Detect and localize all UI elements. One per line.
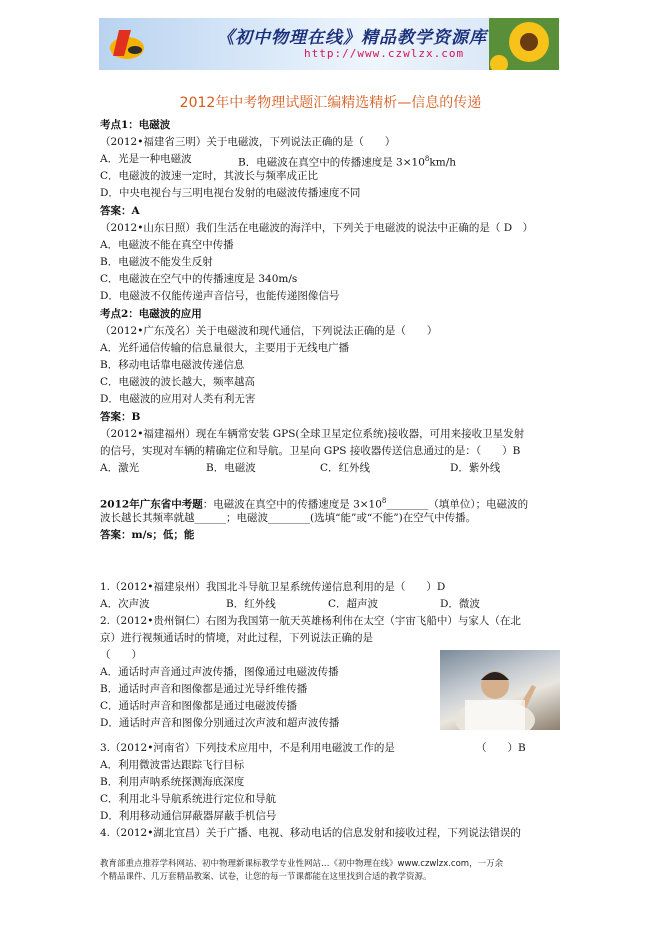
fill-blank-question: 2012年广东省中考题：电磁波在真空中的传播速度是 $3\times 10^8\_\_\_\_\_\_\_\_$（填单位）；电磁波的	[100, 497, 529, 511]
option-d: D．中央电视台与三明电视台发射的电磁波传播速度不同	[100, 187, 361, 199]
question-stem: 4.（2012•湖北宜昌）关于广播、电视、移动电话的信息发射和接收过程，下列说法错误的	[100, 827, 521, 839]
question-line: 京）进行视频通话时的情境，对此过程，下列说法正确的是	[100, 632, 373, 644]
option-a: A．电磁波不能在真空中传播	[100, 239, 234, 251]
question-line: （ ）	[100, 649, 142, 661]
question-stem: （2012•福建省三明）关于电磁波，下列说法正确的是（ ）	[100, 136, 396, 148]
option-b: B．通话时声音和图像都是通过光导纤维传播	[100, 683, 308, 695]
question-stem: （2012•山东日照）我们生活在电磁波的海洋中，下列关于电磁波的说法中正确的是（ D ）	[100, 222, 534, 234]
option-c: C．电磁波的波速一定时，其波长与频率成正比	[100, 170, 319, 182]
option-b: B．电磁波在真空中的传播速度是 $3\times 10^8km/h$	[238, 155, 456, 169]
page-footer	[100, 858, 560, 884]
banner-url[interactable]: http://www.czwlzx.com	[304, 47, 465, 60]
option-d: D．通话时声音和图像分别通过次声波和超声波传播	[100, 717, 340, 729]
question-line: 2.（2012•贵州铜仁）右图为我国第一航天英雄杨利伟在太空（宇宙飞船中）与家人（在北	[100, 615, 521, 627]
option-c: C．电磁波在空气中的传播速度是 340m/s	[100, 273, 298, 285]
option-d: D．电磁波不仅能传递声音信号，也能传递图像信号	[100, 290, 340, 302]
option-a: A．通话时声音通过声波传播，图像通过电磁波传播	[100, 666, 339, 678]
astronaut-illustration-icon	[440, 650, 560, 730]
option-a: A．激光	[100, 462, 140, 474]
option-d: D．紫外线	[450, 462, 501, 474]
question-stem: （2012•广东茂名）关于电磁波和现代通信，下列说法正确的是（ ）	[100, 325, 438, 337]
document-title: 2012年中考物理试题汇编精选精析—信息的传递	[179, 95, 482, 111]
option-a: A．光是一种电磁波	[100, 153, 192, 165]
question-line: （2012•福建福州）现在车辆常安装 GPS(全球卫星定位系统)接收器，可用来接收卫星发射	[100, 428, 525, 440]
header-banner	[99, 18, 559, 70]
option-a: A．利用微波雷达跟踪飞行目标	[100, 759, 245, 771]
option-c: C．超声波	[328, 598, 379, 610]
section-heading-1: 考点1：电磁波	[100, 119, 171, 131]
answer: 答案：B	[100, 411, 141, 423]
option-b: B．移动电话靠电磁波传递信息	[100, 359, 245, 371]
option-a: A．光纤通信传输的信息量很大，主要用于无线电广播	[100, 342, 350, 354]
question-stem: 1.（2012•福建泉州）我国北斗导航卫星系统传递信息利用的是（ ）D	[100, 581, 446, 593]
option-b: B．电磁波	[206, 462, 256, 474]
option-d: D．微波	[440, 598, 480, 610]
option-b: B．红外线	[226, 598, 276, 610]
answer: 答案：m/s；低；能	[100, 529, 195, 541]
footer-line: 个精品课件、几万套精品教案、试卷，让您的每一节课都能在这里找到合适的教学资源。	[100, 872, 432, 882]
option-b: B．利用声呐系统探测海底深度	[100, 776, 245, 788]
astronaut-photo	[440, 650, 560, 730]
section-heading-2: 考点2：电磁波的应用	[100, 308, 202, 320]
option-b: B．电磁波不能发生反射	[100, 256, 213, 268]
answer: 答案：A	[100, 205, 140, 217]
sunflower-icon	[489, 18, 559, 70]
option-c: C．利用北斗导航系统进行定位和导航	[100, 793, 277, 805]
question-line: 的信号，实现对车辆的精确定位和导航。卫星向 GPS 接收器传送信息通过的是：（ ）B	[100, 445, 521, 457]
option-c: C．电磁波的波长越大，频率越高	[100, 376, 256, 388]
answer-bracket: （ ）B	[476, 742, 526, 754]
option-c: C．红外线	[320, 462, 371, 474]
banner-title: 《初中物理在线》精品教学资源库	[217, 28, 487, 48]
option-d: D．电磁波的应用对人类有利无害	[100, 393, 256, 405]
footer-line: 教育部重点推荐学科网站、初中物理新课标教学专业性网站…《初中物理在线》www.czwlzx.com，一万余	[100, 859, 504, 869]
option-a: A．次声波	[100, 598, 150, 610]
question-stem: 3.（2012•河南省）下列技术应用中，不是利用电磁波工作的是	[100, 742, 395, 754]
option-c: C．通话时声音和图像都是通过电磁波传播	[100, 700, 298, 712]
site-logo-icon	[107, 24, 147, 64]
option-d: D．利用移动通信屏蔽器屏蔽手机信号	[100, 810, 277, 822]
fill-blank-line: 波长越长其频率就越______；电磁波________(选填“能”或“不能”)在空气中传播。	[100, 512, 477, 524]
